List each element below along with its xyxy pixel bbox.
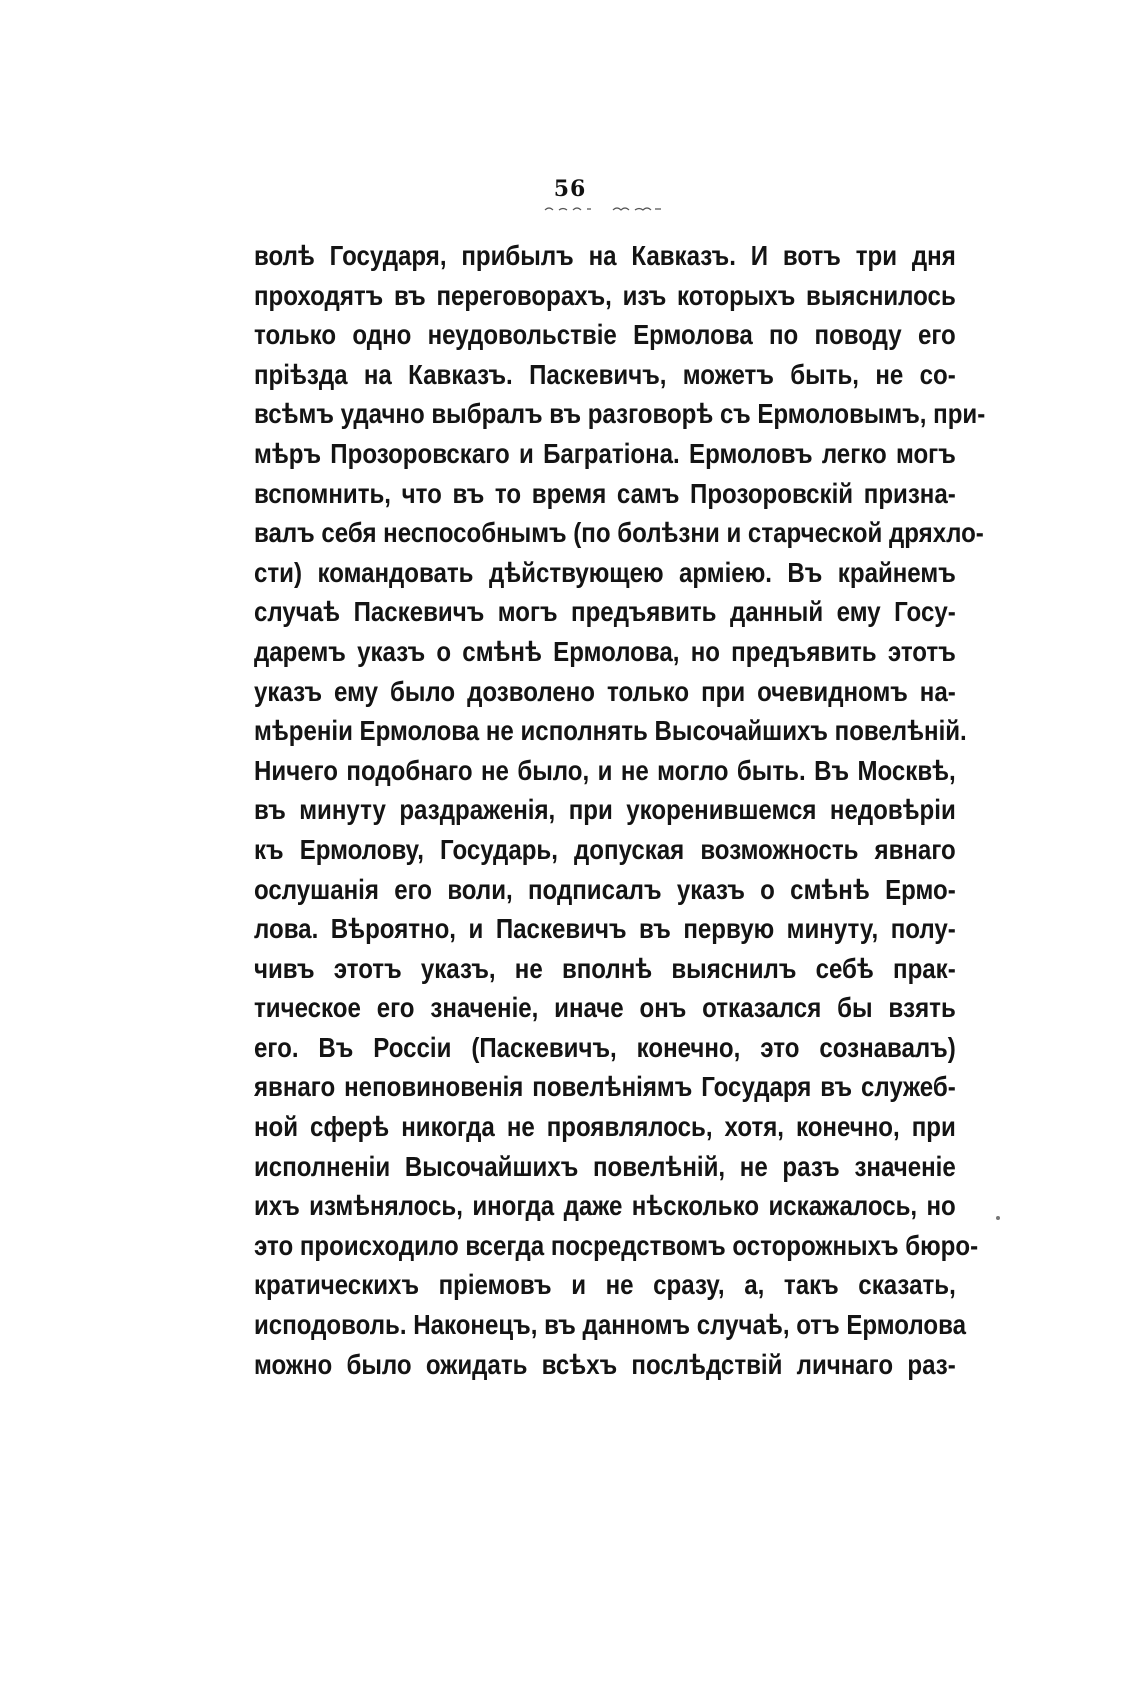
text-line-22: явнаго неповиновенія повелѣніямъ Государя въ служеб- bbox=[254, 1071, 956, 1103]
text-line-28: исподоволь. Наконецъ, въ данномъ случаѣ, отъ Ермолова bbox=[254, 1309, 966, 1341]
text-line-19: чивъ этотъ указъ, не вполнѣ выяснилъ себѣ прак- bbox=[254, 952, 956, 984]
text-line-24: исполненіи Высочайшихъ повелѣній, не разъ значеніе bbox=[254, 1150, 956, 1182]
text-line-29: можно было ожидать всѣхъ послѣдствій личнаго раз- bbox=[254, 1348, 956, 1380]
text-line-4: пріѣзда на Кавказъ. Паскевичъ, можетъ быть, не со- bbox=[254, 358, 956, 390]
text-line-2: проходятъ въ переговорахъ, изъ которыхъ выяснилось bbox=[254, 279, 956, 311]
text-line-27: кратическихъ пріемовъ и не сразу, а, такъ сказать, bbox=[254, 1269, 956, 1301]
text-line-5: всѣмъ удачно выбралъ въ разговорѣ съ Ермоловымъ, при- bbox=[254, 398, 986, 430]
text-line-20: тическое его значеніе, иначе онъ отказался бы взять bbox=[254, 992, 956, 1024]
text-line-9: сти) командовать дѣйствующею арміею. Въ крайнемъ bbox=[254, 556, 956, 588]
text-line-8: валъ себя неспособнымъ (по болѣзни и старческой дряхло- bbox=[254, 517, 984, 549]
text-line-10: случаѣ Паскевичъ могъ предъявить данный ему Госу- bbox=[254, 596, 956, 628]
ornament-divider bbox=[543, 204, 665, 212]
text-line-7: вспомнить, что въ то время самъ Прозоровскій призна- bbox=[254, 477, 956, 509]
text-line-16: къ Ермолову, Государь, допуская возможность явнаго bbox=[254, 833, 956, 865]
page-number: 56 bbox=[553, 176, 587, 202]
text-line-18: лова. Вѣроятно, и Паскевичъ въ первую минуту, полу- bbox=[254, 913, 956, 945]
text-line-11: даремъ указъ о смѣнѣ Ермолова, но предъявить этотъ bbox=[254, 635, 956, 667]
text-line-17: ослушанія его воли, подписалъ указъ о смѣнѣ Ермо- bbox=[254, 873, 956, 905]
text-line-25: ихъ измѣнялось, иногда даже нѣсколько искажалось, но bbox=[254, 1190, 956, 1222]
text-line-3: только одно неудовольствіе Ермолова по поводу его bbox=[254, 319, 956, 351]
text-line-21: его. Въ Россіи (Паскевичъ, конечно, это сознавалъ) bbox=[254, 1031, 956, 1063]
text-line-6: мѣръ Прозоровскаго и Багратіона. Ермоловъ легко могъ bbox=[254, 437, 956, 469]
text-line-1: волѣ Государя, прибылъ на Кавказъ. И вотъ три дня bbox=[254, 240, 956, 271]
text-line-14: Ничего подобнаго не было, и не могло быть. Въ Москвѣ, bbox=[254, 754, 956, 786]
body-text bbox=[254, 236, 986, 1384]
text-line-12: указъ ему было дозволено только при очевидномъ на- bbox=[254, 675, 956, 707]
text-line-26: это происходило всегда посредствомъ осторожныхъ бюро- bbox=[254, 1229, 979, 1261]
text-line-23: ной сферѣ никогда не проявлялось, хотя, конечно, при bbox=[254, 1111, 956, 1143]
text-line-15: въ минуту раздраженія, при укоренившемся недовѣріи bbox=[254, 794, 956, 826]
text-line-13: мѣреніи Ермолова не исполнять Высочайшихъ повелѣній. bbox=[254, 715, 967, 747]
margin-mark bbox=[996, 1216, 1000, 1220]
